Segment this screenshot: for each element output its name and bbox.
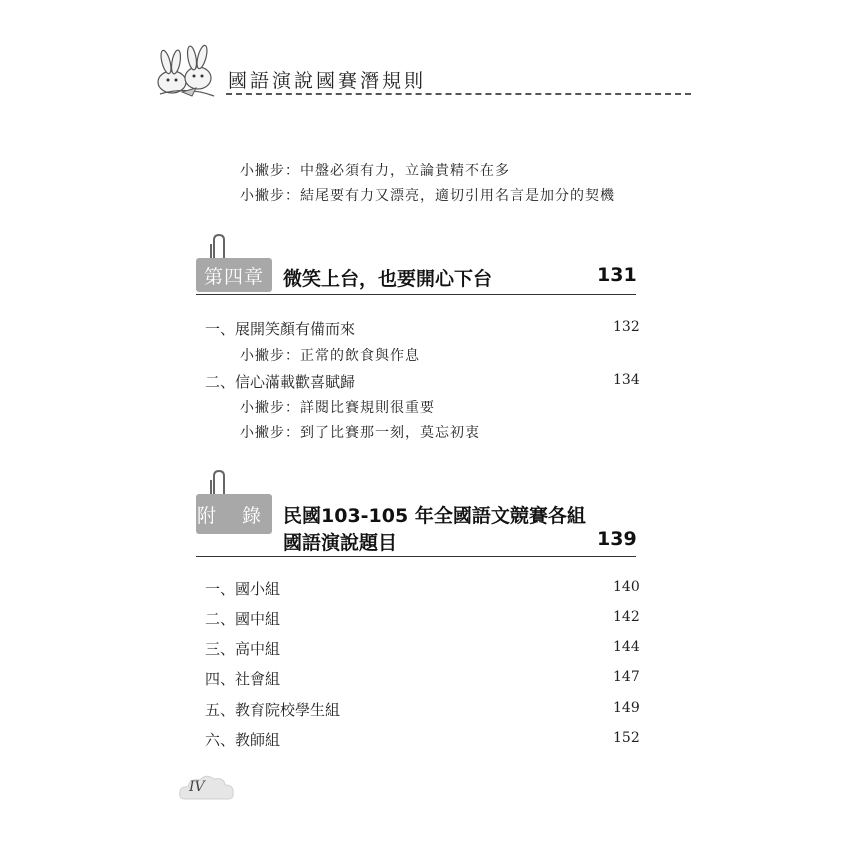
tip-line: 小撇步：到了比賽那一刻，莫忘初衷 [240,425,480,441]
appendix-page-number: 139 [597,528,637,550]
toc-entry-page: 142 [613,609,640,625]
chapter-page-number: 131 [597,264,637,286]
toc-entry: 三、高中組 [205,640,281,658]
tip-line: 小撇步：詳閱比賽規則很重要 [240,400,435,416]
toc-entry-page: 149 [613,700,640,716]
toc-entry-page: 144 [613,639,640,655]
toc-entry: 五、教育院校學生組 [205,701,341,719]
toc-entry: 四、社會組 [205,670,281,688]
header-dashed-rule [226,93,691,95]
tip-line: 小撇步：結尾要有力又漂亮，適切引用名言是加分的契機 [240,188,615,204]
toc-entry-page: 147 [613,669,640,685]
toc-entry: 二、信心滿載歡喜賦歸 [205,373,356,391]
appendix-title-line2: 國語演說題目 [283,532,398,554]
page-folio: IV [189,779,205,795]
chapter-tag: 第四章 [196,258,272,292]
toc-entry-page: 152 [613,730,640,746]
toc-entry-page: 134 [613,372,640,388]
tip-line: 小撇步：中盤必須有力，立論貴精不在多 [240,163,510,179]
toc-entry: 六、教師組 [205,731,281,749]
appendix-underline [196,556,636,557]
chapter-underline [196,294,636,295]
toc-entry: 二、國中組 [205,610,281,628]
toc-entry: 一、國小組 [205,580,281,598]
appendix-title-line1: 民國103-105 年全國語文競賽各組 [283,505,586,527]
toc-entry-page: 140 [613,579,640,595]
appendix-tag: 附 錄 [196,494,272,534]
toc-entry-page: 132 [613,319,640,335]
chapter-title: 微笑上台，也要開心下台 [283,268,493,290]
running-header-title: 國語演說國賽潛規則 [228,70,427,92]
toc-entry: 一、展開笑顏有備而來 [205,320,356,338]
cloud-icon [178,773,236,803]
tip-line: 小撇步：正常的飲食與作息 [240,348,420,364]
rabbit-illustration [152,42,222,102]
